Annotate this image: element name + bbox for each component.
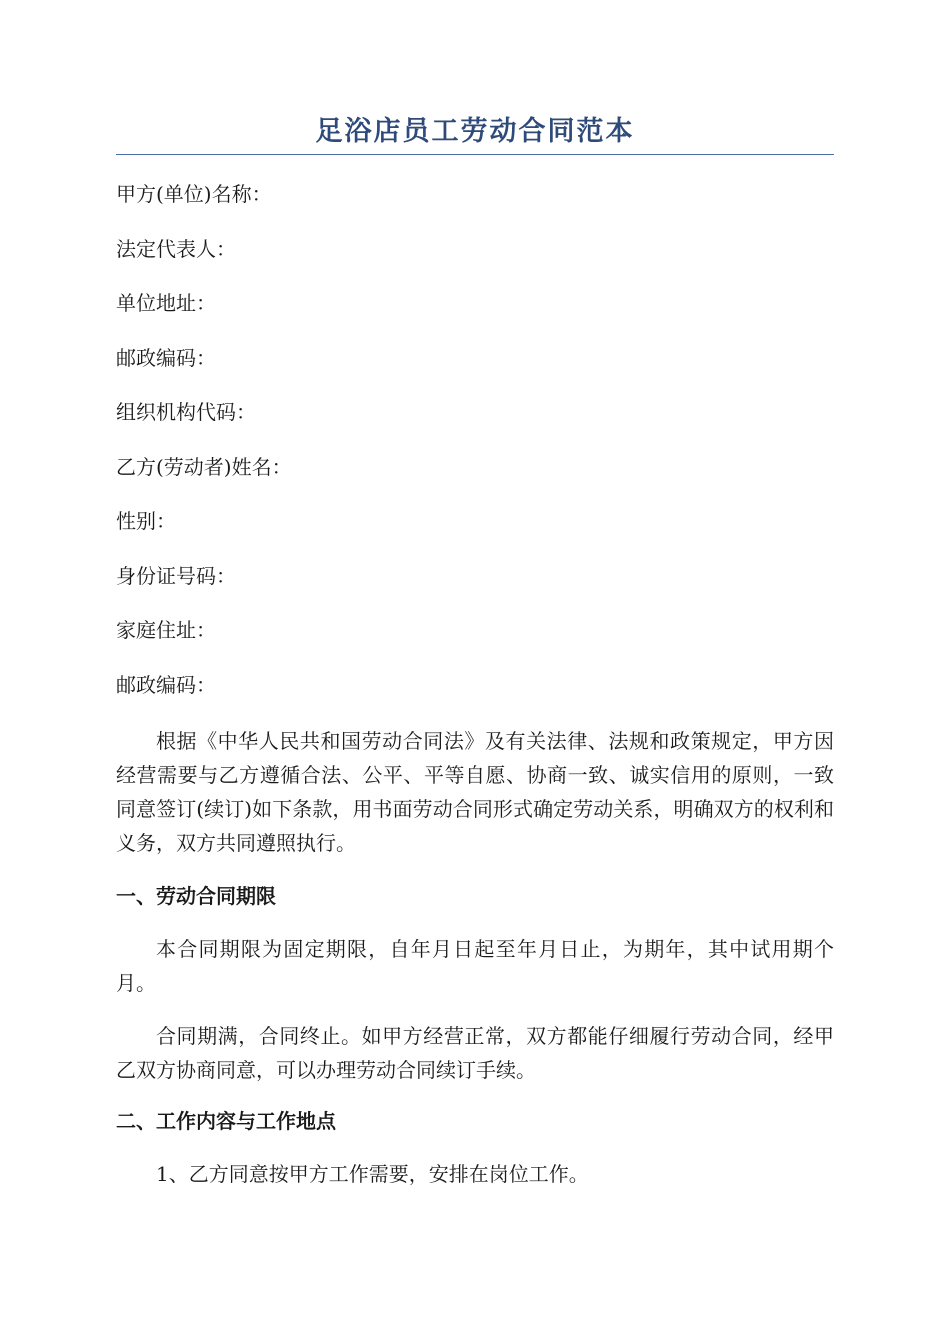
- term-paragraph-2: 合同期满，合同终止。如甲方经营正常，双方都能仔细履行劳动合同，经甲乙双方协商同意，可以办理劳动合同续订手续。: [116, 1024, 834, 1082]
- term-paragraph-1: 本合同期限为固定期限，自年月日起至年月日止，为期年，其中试用期个月。: [116, 937, 834, 995]
- field-id-number: 身份证号码：: [116, 563, 236, 588]
- field-organization-code: 组织机构代码：: [116, 400, 256, 424]
- field-home-postcode: 邮政编码：: [116, 672, 216, 697]
- field-company-postcode: 邮政编码：: [116, 345, 216, 370]
- field-party-a-name: 甲方(单位)名称：: [116, 182, 272, 206]
- field-gender: 性别：: [116, 509, 176, 533]
- field-company-address: 单位地址：: [116, 291, 216, 315]
- field-legal-representative: 法定代表人：: [116, 236, 236, 261]
- document-title: 足浴店员工劳动合同范本: [116, 112, 834, 155]
- intro-paragraph: 根据《中华人民共和国劳动合同法》及有关法律、法规和政策规定，甲方因经营需要与乙方遵循合法、公平、平等自愿、协商一致、诚实信用的原则，一致同意签订(续订)如下条款，用书面劳动合同形式确定劳动关系，明确双方的权利和义务，双方共同遵照执行。: [116, 729, 834, 855]
- contract-fields: [116, 179, 834, 700]
- work-paragraph-1: 1、乙方同意按甲方工作需要，安排在岗位工作。: [156, 1162, 589, 1186]
- section-heading-term: 一、劳动合同期限: [116, 884, 276, 908]
- document-page: [116, 112, 834, 1191]
- section-heading-work: 二、工作内容与工作地点: [116, 1109, 336, 1133]
- field-home-address: 家庭住址：: [116, 618, 216, 642]
- field-party-b-name: 乙方(劳动者)姓名：: [116, 454, 292, 479]
